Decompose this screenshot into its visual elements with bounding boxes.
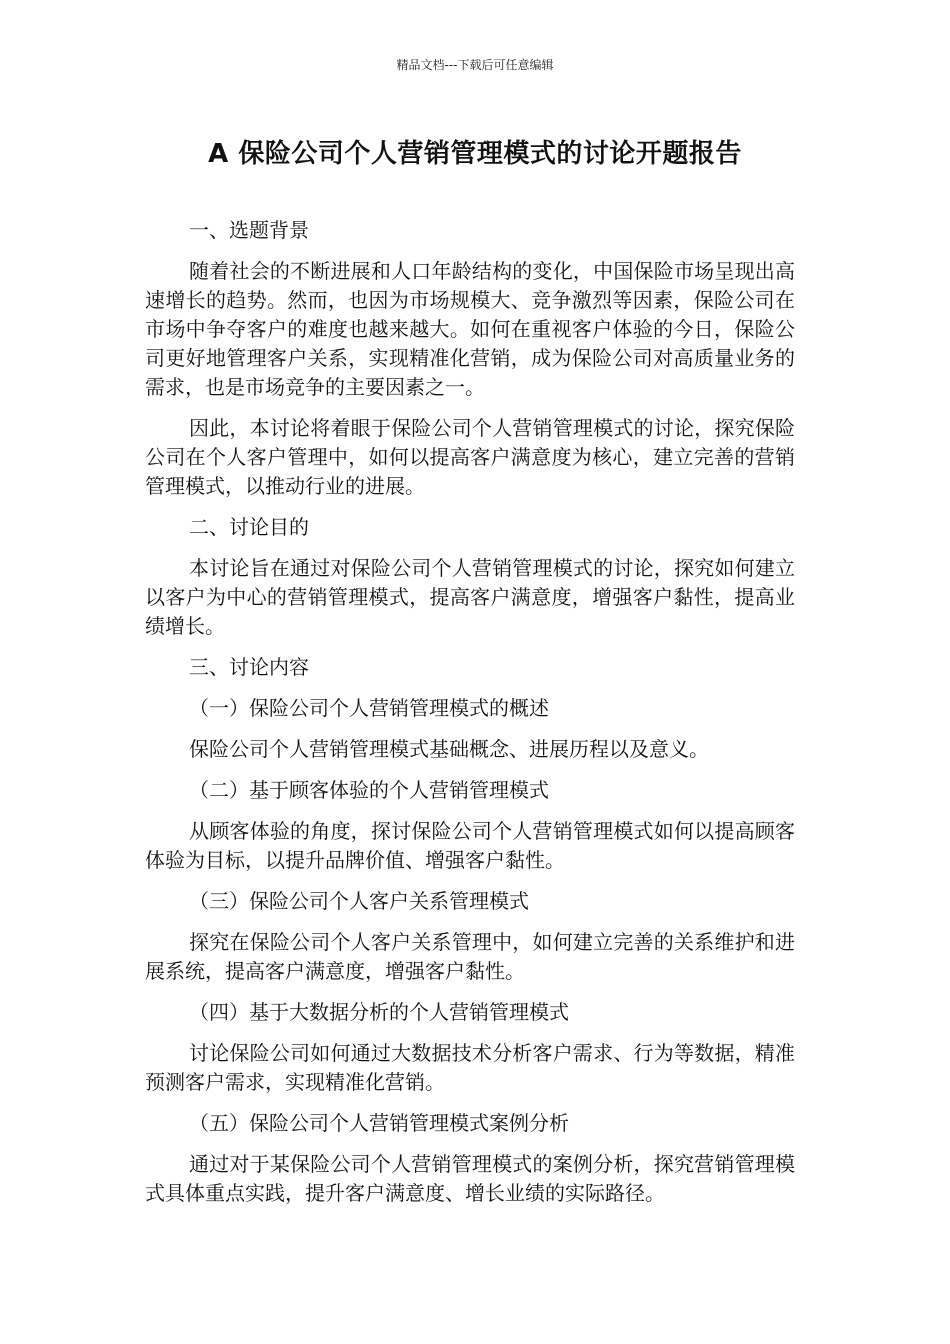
- section-heading-content: 三、讨论内容: [189, 655, 309, 679]
- subsection-text-4: 讨论保险公司如何通过大数据技术分析客户需求、行为等数据，精准预测客户需求，实现精准化营销。: [145, 1041, 795, 1094]
- subsection-heading-1: （一）保险公司个人营销管理模式的概述: [189, 696, 549, 720]
- subsection-text-3: 探究在保险公司个人客户关系管理中，如何建立完善的关系维护和进展系统，提高客户满意度，增强客户黏性。: [145, 930, 795, 983]
- header-note: 精品文档---下载后可任意编辑: [396, 58, 554, 72]
- paragraph-background-1: 随着社会的不断进展和人口年龄结构的变化，中国保险市场呈现出高速增长的趋势。然而，也因为市场规模大、竞争激烈等因素，保险公司在市场中争夺客户的难度也越来越大。如何在重视客户体验的今日，保险公司更好地管理客户关系，实现精准化营销，成为保险公司对高质量业务的需求，也是市场竞争的主要因素之一。: [145, 259, 795, 399]
- page-title: A 保险公司个人营销管理模式的讨论开题报告: [208, 139, 742, 169]
- subsection-text-2: 从顾客体验的角度，探讨保险公司个人营销管理模式如何以提高顾客体验为目标，以提升品牌价值、增强客户黏性。: [145, 819, 795, 872]
- document-body: [145, 216, 795, 1220]
- paragraph-background-2: 因此，本讨论将着眼于保险公司个人营销管理模式的讨论，探究保险公司在个人客户管理中，如何以提高客户满意度为核心，建立完善的营销管理模式，以推动行业的进展。: [145, 416, 795, 498]
- subsection-heading-4: （四）基于大数据分析的个人营销管理模式: [189, 1000, 569, 1024]
- subsection-text-1: 保险公司个人营销管理模式基础概念、进展历程以及意义。: [189, 737, 709, 761]
- subsection-heading-2: （二）基于顾客体验的个人营销管理模式: [189, 778, 549, 802]
- subsection-text-5: 通过对于某保险公司个人营销管理模式的案例分析，探究营销管理模式具体重点实践，提升客户满意度、增长业绩的实际路径。: [145, 1152, 795, 1205]
- section-heading-background: 一、选题背景: [189, 218, 309, 242]
- subsection-heading-5: （五）保险公司个人营销管理模式案例分析: [189, 1111, 569, 1135]
- section-heading-purpose: 二、讨论目的: [189, 515, 309, 539]
- subsection-heading-3: （三）保险公司个人客户关系管理模式: [189, 889, 529, 913]
- paragraph-purpose: 本讨论旨在通过对保险公司个人营销管理模式的讨论，探究如何建立以客户为中心的营销管理模式，提高客户满意度，增强客户黏性，提高业绩增长。: [145, 556, 795, 638]
